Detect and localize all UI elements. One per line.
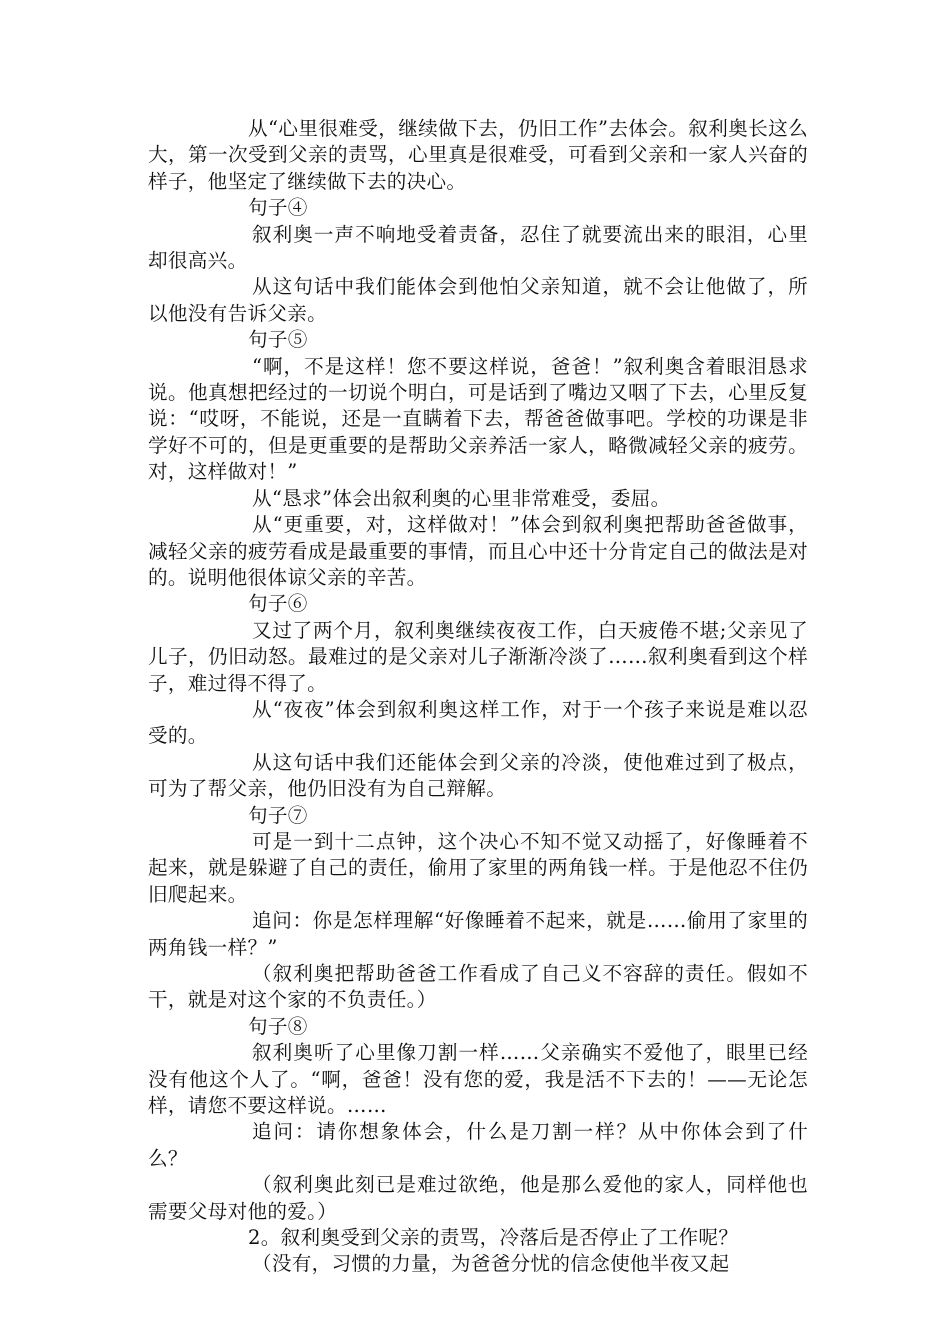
- answer-paragraph: （叙利奥把帮助爸爸工作看成了自己义不容辞的责任。假如不干，就是对这个家的不负责任。）: [148, 962, 808, 1012]
- follow-up-question: 追问：你是怎样理解“好像睡着不起来，就是……偷用了家里的两角钱一样？”: [148, 909, 808, 959]
- document-body: [148, 116, 808, 1278]
- numbered-question: 2。叙利奥受到父亲的责骂，冷落后是否停止了工作呢？: [248, 1226, 739, 1250]
- quoted-sentence: 叙利奥一声不响地受着责备，忍住了就要流出来的眼泪，心里却很高兴。: [148, 222, 808, 273]
- sentence-label: 句子⑤: [248, 328, 308, 352]
- quoted-sentence: 又过了两个月，叙利奥继续夜夜工作，白天疲倦不堪;父亲见了儿子，仍旧动怒。最难过的是父亲对儿子渐渐冷淡了……叙利奥看到这个样子，难过得不得了。: [148, 618, 808, 695]
- paragraph: 从“心里很难受，继续做下去，仍旧工作”去体会。叙利奥长这么大，第一次受到父亲的责骂，心里真是很难受，可看到父亲和一家人兴奋的样子，他坚定了继续做下去的决心。: [148, 117, 808, 193]
- sentence-label: 句子⑦: [248, 803, 308, 827]
- quoted-sentence: 叙利奥听了心里像刀割一样……父亲确实不爱他了，眼里已经没有他这个人了。“啊，爸爸！没有您的爱，我是活不下去的！——无论怎样，请您不要这样说。……: [148, 1041, 808, 1118]
- answer-paragraph: （没有，习惯的力量，为爸爸分忧的信念使他半夜又起: [252, 1252, 730, 1276]
- paragraph: 从这句话中我们还能体会到父亲的冷淡，使他难过到了极点，可为了帮父亲，他仍旧没有为自己辩解。: [148, 750, 808, 801]
- answer-paragraph: （叙利奥此刻已是难过欲绝，他是那么爱他的家人，同样他也需要父母对他的爱。）: [148, 1173, 808, 1223]
- paragraph: 从这句话中我们能体会到他怕父亲知道，就不会让他做了，所以他没有告诉父亲。: [148, 275, 808, 325]
- sentence-label: 句子④: [248, 196, 308, 220]
- quoted-sentence: 可是一到十二点钟，这个决心不知不觉又动摇了，好像睡着不起来，就是躲避了自己的责任，偷用了家里的两角钱一样。于是他忍不住仍旧爬起来。: [148, 829, 808, 906]
- sentence-label: 句子⑥: [248, 592, 308, 616]
- sentence-label: 句子⑧: [248, 1014, 308, 1038]
- follow-up-question: 追问：请你想象体会，什么是刀割一样？从中你体会到了什么？: [148, 1120, 808, 1170]
- paragraph: 从“夜夜”体会到叙利奥这样工作，对于一个孩子来说是难以忍受的。: [148, 697, 808, 748]
- paragraph: 从“更重要，对，这样做对！”体会到叙利奥把帮助爸爸做事，减轻父亲的疲劳看成是最重要的事情，而且心中还十分肯定自己的做法是对的。说明他很体谅父亲的辛苦。: [148, 513, 808, 589]
- paragraph: 从“恳求”体会出叙利奥的心里非常难受，委屈。: [252, 486, 671, 510]
- quoted-sentence: “啊，不是这样！您不要这样说，爸爸！”叙利奥含着眼泪恳求说。他真想把经过的一切说个明白，可是话到了嘴边又咽了下去，心里反复说：“哎呀，不能说，还是一直瞒着下去，帮爸爸做事吧。学校的功课是非学好不可的，但是更重要的是帮助父亲养活一家人，略微减轻父亲的疲劳。对，这样做对！”: [148, 354, 808, 484]
